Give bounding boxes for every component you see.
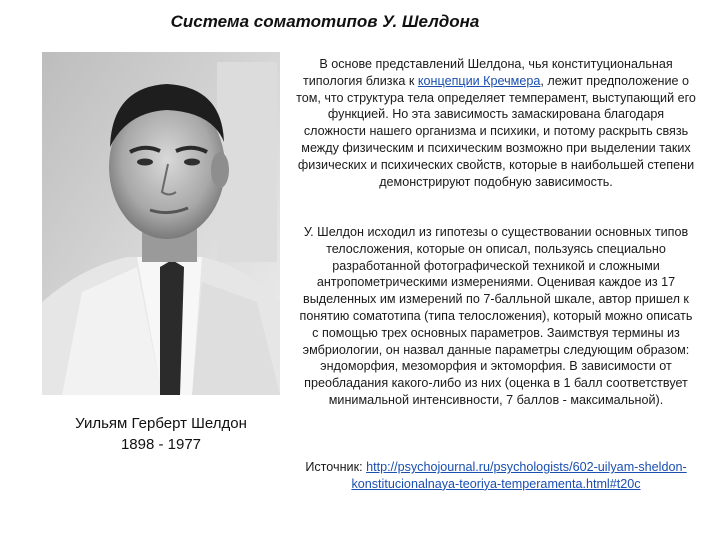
paragraph-intro-end: , лежит предположение о том, что структура тела определяет темперамент, выступающий его функцией. Но эта зависимость замаскирована благодаря сложности нашего организма и психики, и потому раскрыть связь между физическим и психическим возможно при выделении таких физических и психических свойств, которые в наибольшей степени демонстрируют подобную зависимость.: [296, 73, 696, 189]
caption-name: Уильям Герберт Шелдон: [75, 415, 247, 432]
caption-years: 1898 - 1977: [120, 436, 202, 453]
source-link[interactable]: http://psychojournal.ru/psychologists/602-uilyam-sheldon-konstitucionalnaya-teoriya-temperamenta.html#t20c: [351, 460, 687, 491]
kretschmer-link[interactable]: концепции Кречмера: [417, 73, 541, 88]
paragraph-intro: [296, 56, 696, 190]
source-line: [296, 459, 696, 493]
portrait-photo: [42, 52, 280, 395]
source-label: Источник:: [305, 460, 367, 474]
portrait-caption: [20, 413, 302, 455]
slide-title: Система соматотипов У. Шелдона: [170, 12, 480, 31]
paragraph-intro-start: В основе представлений Шелдона, чья конституциональная типология близка к: [302, 57, 673, 88]
paragraph-hypothesis: У. Шелдон исходил из гипотезы о существовании основных типов телосложения, которые он описал, пользуясь специально разработанной фотографической техникой и сложными антропометрическими измерениями. Оценивая каждое из 17 выделенных им измерений по 7-балльной шкале, автор пришел к понятию соматотипа (типа телосложения), который можно описать с помощью трех основных параметров. Заимствуя термины из эмбриологии, он назвал данные параметры следующим образом: эндоморфия, мезоморфия и эктоморфия. В зависимости от преобладания какого-либо из них (оценка в 1 балл соответствует минимальной интенсивности, 7 баллов - максимальной).: [299, 225, 693, 407]
portrait-illustration: [42, 52, 280, 395]
